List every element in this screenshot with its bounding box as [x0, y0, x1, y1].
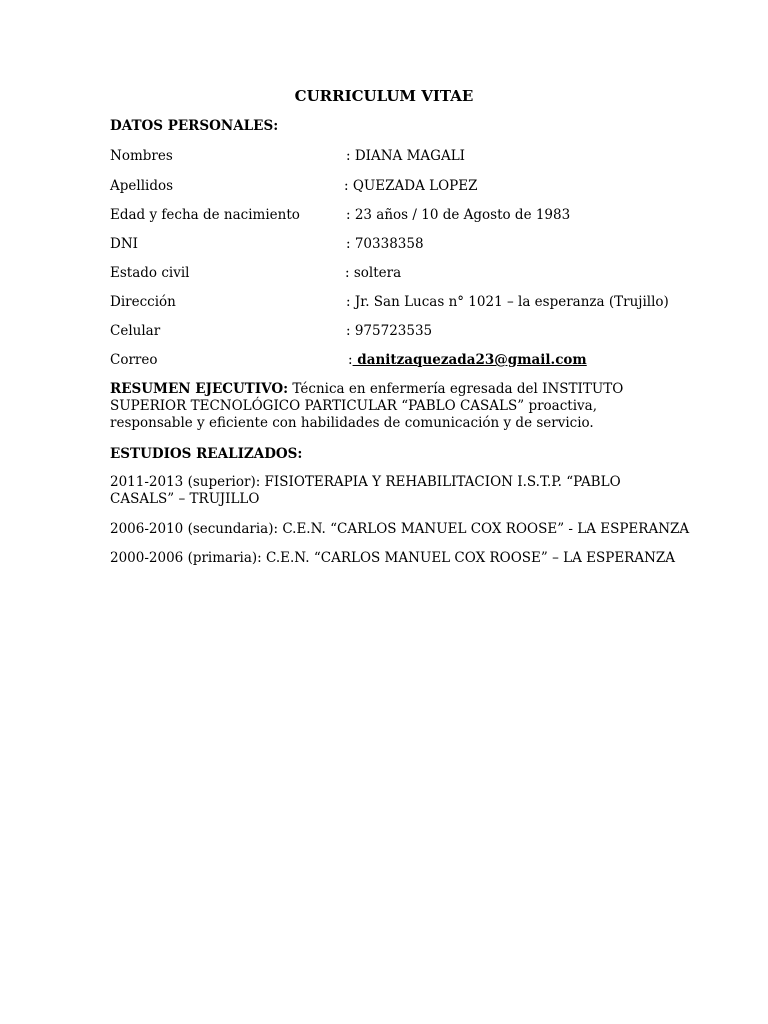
field-label: Dirección — [110, 294, 176, 310]
study-item-superior: 2011-2013 (superior): FISIOTERAPIA Y REHABILITACION I.S.T.P. “PABLO CASALS” – TRUJILLO — [110, 474, 621, 507]
field-row-apellidos — [0, 178, 768, 198]
field-row-direccion — [0, 294, 768, 314]
field-label: DNI — [110, 236, 138, 252]
field-label: Nombres — [110, 148, 173, 164]
study-item-secundaria: 2006-2010 (secundaria): C.E.N. “CARLOS MANUEL COX ROOSE” - LA ESPERANZA — [110, 521, 690, 537]
summary-heading: RESUMEN EJECUTIVO: — [110, 381, 289, 397]
field-label: Apellidos — [110, 178, 174, 194]
email-link[interactable]: danitzaquezada23@gmail.com — [352, 352, 587, 368]
field-value: : soltera — [345, 265, 402, 281]
personal-data-heading: DATOS PERSONALES: — [110, 118, 279, 134]
field-row-celular — [0, 323, 768, 343]
studies-heading: ESTUDIOS REALIZADOS: — [110, 446, 303, 462]
field-label: Correo — [110, 352, 158, 368]
executive-summary — [110, 381, 670, 432]
field-value: : 23 años / 10 de Agosto de 1983 — [346, 207, 571, 223]
field-label: Celular — [110, 323, 161, 339]
field-row-dni — [0, 236, 768, 256]
field-value — [348, 352, 587, 368]
field-row-nombres — [0, 148, 768, 168]
field-value: : DIANA MAGALI — [346, 148, 466, 164]
field-row-correo — [0, 352, 768, 372]
field-value: : Jr. San Lucas n° 1021 – la esperanza (Trujillo) — [346, 294, 669, 310]
field-value: : 70338358 — [346, 236, 424, 252]
field-label: Edad y fecha de nacimiento — [110, 207, 300, 223]
summary-text: Técnica en enfermería egresada del INSTITUTO SUPERIOR TECNOLÓGICO PARTICULAR “PABLO CASALS” proactiva, responsable y eficiente con habilidades de comunicación y de servicio. — [110, 381, 624, 431]
field-label: Estado civil — [110, 265, 190, 281]
email-colon: : — [348, 352, 353, 368]
study-item-primaria: 2000-2006 (primaria): C.E.N. “CARLOS MANUEL COX ROOSE” – LA ESPERANZA — [110, 550, 676, 566]
field-value: : 975723535 — [346, 323, 433, 339]
field-row-edad — [0, 207, 768, 227]
document-title: CURRICULUM VITAE — [294, 87, 474, 105]
field-row-estado-civil — [0, 265, 768, 285]
field-value: : QUEZADA LOPEZ — [344, 178, 478, 194]
